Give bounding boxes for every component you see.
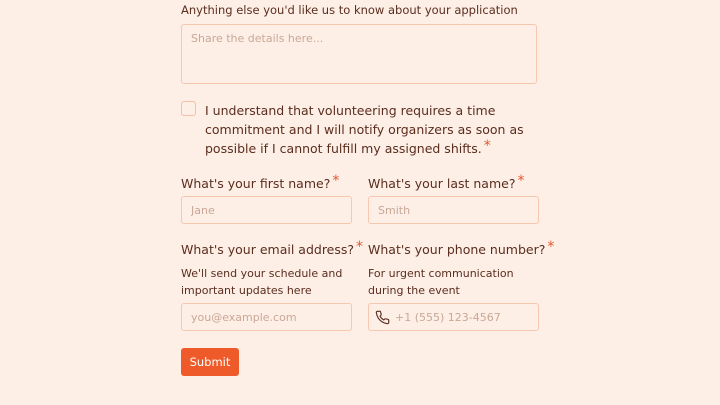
submit-button[interactable]: Submit: [181, 348, 239, 376]
email-help-text: We'll send your schedule and important updates here: [181, 267, 343, 297]
first-name-label-text: What's your first name?: [181, 176, 331, 191]
first-name-input[interactable]: [181, 196, 352, 224]
last-name-input[interactable]: [368, 196, 539, 224]
phone-icon: [375, 310, 390, 325]
first-name-label: [181, 173, 340, 192]
email-input[interactable]: [181, 303, 352, 331]
phone-label-text: What's your phone number?: [368, 242, 546, 257]
consent-checkbox[interactable]: [181, 101, 196, 116]
additional-info-textarea[interactable]: [181, 24, 537, 84]
email-label: [181, 239, 364, 258]
phone-field[interactable]: [368, 303, 539, 331]
required-asterisk: *: [332, 173, 340, 189]
required-asterisk: *: [517, 173, 525, 189]
consent-text-block: [205, 101, 539, 159]
consent-text: I understand that volunteering requires a time commitment and I will notify organizers as soon as possible if I cannot fulfill my assigned shifts.: [205, 103, 524, 156]
required-asterisk: *: [356, 239, 364, 255]
additional-info-label: Anything else you'd like us to know about your application: [181, 3, 518, 17]
phone-label: [368, 239, 555, 258]
required-asterisk: *: [483, 138, 491, 154]
phone-input[interactable]: [395, 304, 535, 330]
last-name-label: [368, 173, 525, 192]
last-name-label-text: What's your last name?: [368, 176, 516, 191]
email-label-text: What's your email address?: [181, 242, 355, 257]
required-asterisk: *: [547, 239, 555, 255]
phone-help-text: For urgent communication during the event: [368, 267, 514, 297]
